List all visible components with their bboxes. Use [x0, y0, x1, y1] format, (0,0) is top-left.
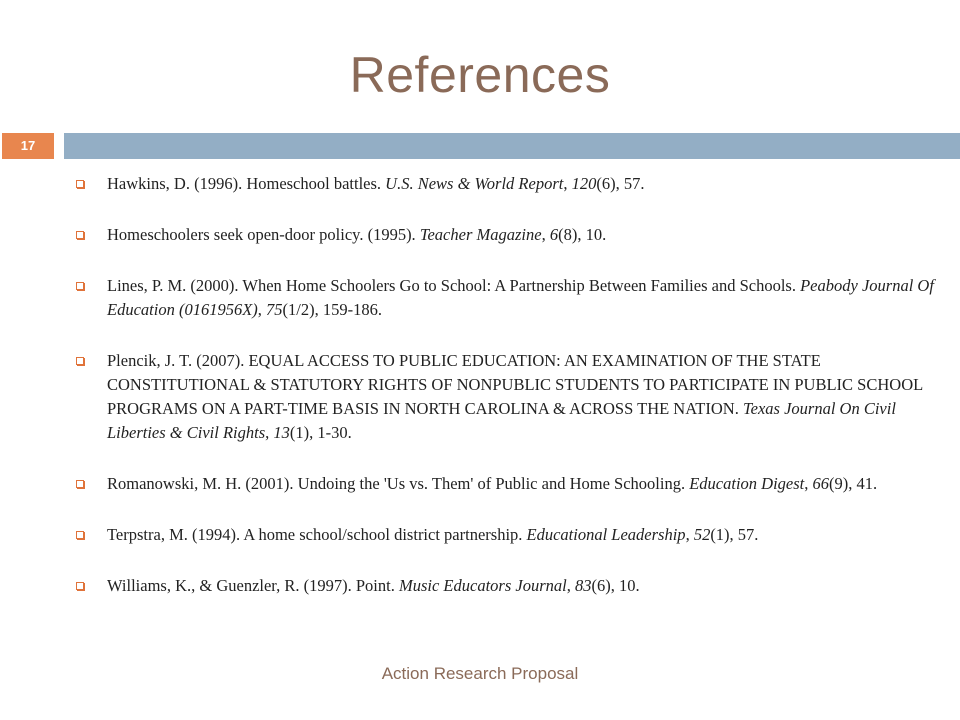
reference-item — [76, 349, 936, 445]
reference-item — [76, 223, 936, 247]
reference-text: Homeschoolers seek open-door policy. (1995). — [107, 225, 420, 244]
reference-list — [76, 172, 936, 598]
reference-pages: (6), 57. — [596, 174, 645, 193]
journal-title: Texas Journal On Civil Liberties & Civil Rights — [107, 399, 896, 442]
journal-title: Teacher Magazine — [419, 225, 542, 244]
square-bullet-icon — [76, 231, 84, 239]
journal-volume: 13 — [273, 423, 290, 442]
reference-separator: , — [541, 225, 550, 244]
reference-separator: , — [685, 525, 694, 544]
journal-title: U.S. News & World Report — [385, 174, 564, 193]
journal-title: Educational Leadership — [526, 525, 686, 544]
reference-item — [76, 523, 936, 547]
reference-text: Williams, K., & Guenzler, R. (1997). Point. — [107, 576, 399, 595]
header-bar — [64, 133, 960, 159]
journal-title: Music Educators Journal — [398, 576, 567, 595]
reference-pages: (1/2), 159-186. — [282, 300, 382, 319]
square-bullet-icon — [76, 531, 84, 539]
square-bullet-icon — [76, 282, 84, 290]
square-bullet-icon — [76, 480, 84, 488]
reference-text: Hawkins, D. (1996). Homeschool battles. — [107, 174, 386, 193]
reference-separator: , — [563, 174, 572, 193]
journal-volume: 52 — [693, 525, 711, 544]
reference-pages: (6), 10. — [591, 576, 640, 595]
journal-volume: 120 — [571, 174, 597, 193]
journal-volume: 6 — [549, 225, 559, 244]
reference-pages: (9), 41. — [828, 474, 878, 493]
reference-pages: (1), 1-30. — [289, 423, 352, 442]
slide-title: References — [349, 47, 611, 103]
reference-separator: , — [265, 423, 274, 442]
reference-text: Terpstra, M. (1994). A home school/school district partnership. — [107, 525, 527, 544]
reference-text: Lines, P. M. (2000). When Home Schoolers Go to School: A Partnership Between Families and Schools. — [107, 276, 801, 295]
reference-item — [76, 172, 936, 196]
journal-volume: 66 — [812, 474, 829, 493]
journal-title: Peabody Journal Of Education (0161956X) — [107, 276, 934, 319]
reference-item — [76, 274, 936, 322]
reference-separator: , — [566, 576, 575, 595]
reference-separator: , — [257, 300, 267, 319]
reference-text: Plencik, J. T. (2007). EQUAL ACCESS TO PUBLIC EDUCATION: AN EXAMINATION OF THE STATE CONSTITUTIONAL & STATUTORY RIGHTS OF NONPUBLIC STUDENTS TO PARTICIPATE IN PUBLIC SCHOOL PROGRAMS ON A PART-TIME BASIS IN NORTH CAROLINA & ACROSS THE NATION. — [107, 351, 923, 418]
footer-text: Action Research Proposal — [381, 664, 579, 683]
reference-item — [76, 574, 936, 598]
reference-text: Romanowski, M. H. (2001). Undoing the 'Us vs. Them' of Public and Home Schooling. — [107, 474, 690, 493]
square-bullet-icon — [76, 582, 84, 590]
square-bullet-icon — [76, 180, 84, 188]
page-number-badge: 17 — [2, 133, 54, 159]
reference-pages: (8), 10. — [558, 225, 607, 244]
journal-title: Education Digest — [689, 474, 805, 493]
reference-separator: , — [804, 474, 813, 493]
journal-volume: 75 — [266, 300, 283, 319]
reference-pages: (1), 57. — [710, 525, 759, 544]
reference-item — [76, 472, 936, 496]
journal-volume: 83 — [574, 576, 592, 595]
square-bullet-icon — [76, 357, 84, 365]
